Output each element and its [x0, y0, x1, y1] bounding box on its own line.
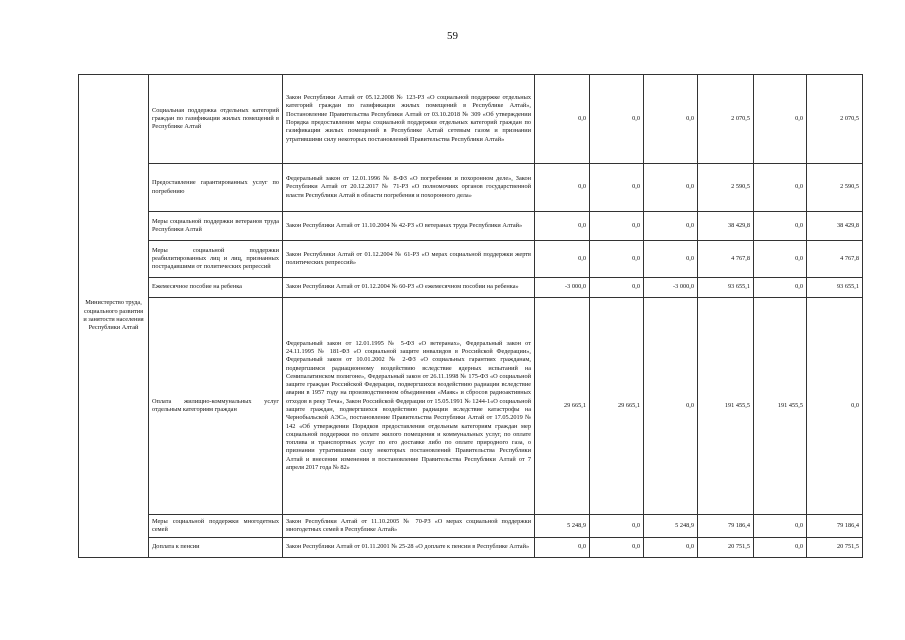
amount-cell: 0,0: [754, 278, 807, 298]
amount-cell: -3 000,0: [644, 278, 698, 298]
page-number: 59: [447, 30, 458, 42]
amount-cell: 0,0: [754, 538, 807, 558]
amount-cell: 29 665,1: [535, 298, 590, 515]
amount-cell: 38 429,8: [698, 212, 754, 241]
legal-basis-cell: Закон Республики Алтай от 01.12.2004 № 61-РЗ «О мерах социальной поддержки жертв политических репрессий»: [283, 241, 535, 278]
amount-cell: 191 455,5: [698, 298, 754, 515]
legal-basis-cell: Закон Республики Алтай от 01.11.2001 № 25-28 «О доплате к пенсии в Республике Алтай»: [283, 538, 535, 558]
table-row: [79, 164, 863, 212]
legal-basis-cell: Федеральный закон от 12.01.1995 № 5-ФЗ «О ветеранах», Федеральный закон от 24.11.1995 № 181-ФЗ «О социальной защите инвалидов в Российской Федерации», Федеральный закон от 10.01.2002 № 2-ФЗ «О социальных гарантиях гражданам, подвергшимся радиационному воздействию вследствие ядерных испытаний на Семипалатинском полигоне», Федеральный закон от 26.11.1998 № 175-ФЗ «О социальной защите граждан Российской Федерации, подвергшихся воздействию радиации вследствие аварии в 1957 году на производственном объединении «Маяк» и сбросов радиоактивных отходов в реку Теча», Закон Российской Федерации от 15.05.1991 № 1244-1«О социальной защите граждан, подвергшихся воздействию радиации вследствие катастрофы на Чернобыльской АЭС», постановление Правительства Республики Алтай от 17.05.2019 № 142 «Об утверждении Порядков предоставления отдельным категориям граждан мер социальной поддержки по оплате жилого помещения и коммунальных услуг, по оплате топлива и транспортных услуг по его доставке либо по оплате природного газа, о признании утратившими силу некоторых постановлений Правительства Республики Алтай и внесении изменения в постановление Правительства Республики Алтай от 7 апреля 2017 года № 82»: [283, 298, 535, 515]
amount-cell: 79 186,4: [807, 515, 863, 538]
amount-cell: 0,0: [807, 298, 863, 515]
amount-cell: -3 000,0: [535, 278, 590, 298]
amount-cell: 2 070,5: [698, 75, 754, 164]
amount-cell: 0,0: [590, 241, 644, 278]
amount-cell: 93 655,1: [807, 278, 863, 298]
measure-cell: Оплата жилищно-коммунальных услуг отдельным категориям граждан: [149, 298, 283, 515]
table-row: [79, 278, 863, 298]
table-row: [79, 515, 863, 538]
amount-cell: 0,0: [644, 538, 698, 558]
amount-cell: 0,0: [754, 515, 807, 538]
amount-cell: 4 767,8: [807, 241, 863, 278]
amount-cell: 0,0: [754, 241, 807, 278]
amount-cell: 0,0: [535, 241, 590, 278]
amount-cell: 0,0: [590, 515, 644, 538]
measure-cell: Предоставление гарантированных услуг по погребению: [149, 164, 283, 212]
measure-cell: Меры социальной поддержки ветеранов труда Республики Алтай: [149, 212, 283, 241]
measure-cell: Меры социальной поддержки реабилитированных лиц и лиц, признанных пострадавшими от политических репрессий: [149, 241, 283, 278]
legal-basis-cell: Закон Республики Алтай от 11.10.2005 № 70-РЗ «О мерах социальной поддержки многодетных семей в Республике Алтай»: [283, 515, 535, 538]
table-row: [79, 538, 863, 558]
amount-cell: 5 248,9: [535, 515, 590, 538]
amount-cell: 5 248,9: [644, 515, 698, 538]
legal-basis-cell: Закон Республики Алтай от 01.12.2004 № 60-РЗ «О ежемесячном пособии на ребенка»: [283, 278, 535, 298]
amount-cell: 0,0: [644, 212, 698, 241]
measure-cell: Социальная поддержка отдельных категорий граждан по газификации жилых помещений в Республике Алтай: [149, 75, 283, 164]
measure-cell: Меры социальной поддержки многодетных семей: [149, 515, 283, 538]
amount-cell: 0,0: [590, 538, 644, 558]
table-row: [79, 212, 863, 241]
amount-cell: 0,0: [644, 164, 698, 212]
amount-cell: 191 455,5: [754, 298, 807, 515]
amount-cell: 2 070,5: [807, 75, 863, 164]
amount-cell: 0,0: [754, 164, 807, 212]
measure-cell: Доплата к пенсии: [149, 538, 283, 558]
legal-basis-cell: Закон Республики Алтай от 11.10.2004 № 42-РЗ «О ветеранах труда Республики Алтай»: [283, 212, 535, 241]
amount-cell: 20 751,5: [698, 538, 754, 558]
amount-cell: 2 590,5: [698, 164, 754, 212]
amount-cell: 20 751,5: [807, 538, 863, 558]
amount-cell: 0,0: [535, 164, 590, 212]
amount-cell: 0,0: [590, 164, 644, 212]
table-body: [79, 75, 863, 558]
ministry-cell: Министерство труда, социального развития и занятости населения Республики Алтай: [79, 75, 149, 558]
amount-cell: 0,0: [590, 212, 644, 241]
budget-table: [78, 74, 863, 558]
amount-cell: 0,0: [644, 298, 698, 515]
amount-cell: 93 655,1: [698, 278, 754, 298]
amount-cell: 0,0: [590, 278, 644, 298]
table-row: [79, 298, 863, 515]
amount-cell: 0,0: [535, 538, 590, 558]
amount-cell: 79 186,4: [698, 515, 754, 538]
legal-basis-cell: Федеральный закон от 12.01.1996 № 8-ФЗ «О погребении и похоронном деле», Закон Республики Алтай от 20.12.2017 № 71-РЗ «О полномочиях органов государственной власти Республики Алтай в области погребения и похоронного дела»: [283, 164, 535, 212]
amount-cell: 4 767,8: [698, 241, 754, 278]
amount-cell: 0,0: [535, 212, 590, 241]
amount-cell: 0,0: [754, 75, 807, 164]
legal-basis-cell: Закон Республики Алтай от 05.12.2008 № 123-РЗ «О социальной поддержке отдельных категорий граждан по газификации жилых помещений в Республике Алтай», Постановление Правительства Республики Алтай от 03.10.2018 № 309 «Об утверждении Порядка предоставления меры социальной поддержки отдельных категорий граждан по газификации жилых помещений в Республике Алтай сетевым газом и признании утратившими силу некоторых постановлений Правительства Республики Алтай»: [283, 75, 535, 164]
amount-cell: 2 590,5: [807, 164, 863, 212]
amount-cell: 0,0: [590, 75, 644, 164]
amount-cell: 0,0: [754, 212, 807, 241]
amount-cell: 38 429,8: [807, 212, 863, 241]
amount-cell: 0,0: [644, 241, 698, 278]
amount-cell: 0,0: [644, 75, 698, 164]
measure-cell: Ежемесячное пособие на ребенка: [149, 278, 283, 298]
amount-cell: 29 665,1: [590, 298, 644, 515]
table-row: [79, 75, 863, 164]
amount-cell: 0,0: [535, 75, 590, 164]
table-row: [79, 241, 863, 278]
